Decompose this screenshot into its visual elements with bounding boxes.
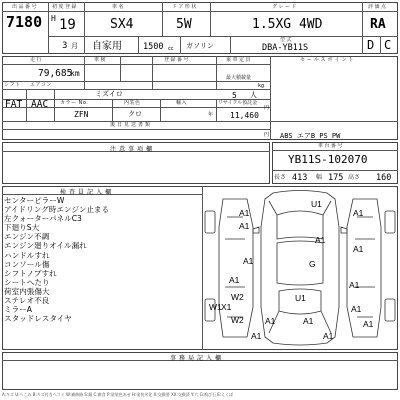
car-name-label: 車名 (112, 4, 126, 10)
month-unit: 月 (71, 42, 78, 50)
doors-label: ドア形状 (172, 4, 198, 10)
damage-mark: U1 (295, 293, 306, 303)
fault-item: エンジン廻りオイル漏れ (4, 241, 87, 251)
damage-mark: W1 (209, 302, 222, 312)
ac-value: AAC (31, 99, 49, 110)
length-value: 413 (292, 173, 308, 183)
grade-label: グレード (272, 4, 299, 10)
model-value: DBA-YB11S (262, 43, 309, 53)
fault-item: アイドリング時エンジン止まる (4, 205, 110, 215)
damage-mark: A1 (323, 331, 334, 341)
doors-value: 5W (176, 17, 192, 32)
ac-label: エアコン (30, 82, 52, 88)
damage-mark: A1 (229, 275, 240, 285)
score-label: 評価点 (368, 4, 388, 10)
damage-mark: A1 (243, 256, 254, 266)
fault-item: エンジン不調 (4, 232, 50, 242)
damage-mark: A1 (303, 316, 314, 326)
usage-value: 自家用 (92, 41, 122, 52)
color-number: ZFN (74, 110, 89, 119)
capacity-value: 5 (232, 91, 237, 100)
legend-text: A:キズ U:へこみ B:キズ付きヘコミ W:補修跡 S:錆 C:腐食 P:塗装色あせ H:塗装劣化 X:交換要 XX:交換済 Y:穴 G:飛び石 E:えくぼ (2, 392, 234, 397)
sales-point-label: セールスポイント (300, 57, 356, 63)
grade-value: 1.5XG 4WD (252, 17, 323, 32)
fault-item: シートへたり (4, 277, 50, 287)
era: H (51, 14, 56, 23)
lot-number: 7180 (6, 13, 43, 31)
damage-mark: A1 (239, 208, 250, 218)
capacity-unit: 人 (250, 91, 257, 99)
car-damage-diagram (203, 187, 397, 349)
damage-mark: A1 (251, 331, 262, 341)
damage-marks (209, 199, 374, 341)
mileage-value: 79,685 (38, 68, 73, 79)
cc-unit: cc (168, 46, 174, 52)
import-unit: 年 (208, 112, 214, 118)
fault-item: スタッドレスタイヤ (4, 314, 72, 324)
loadmax-unit: kg (258, 83, 265, 89)
damage-mark: G (309, 259, 316, 269)
length-label: 長さ (274, 174, 287, 181)
damage-mark: A1 (353, 208, 364, 218)
documents-label: 後日見送書類 (110, 122, 153, 128)
height-value: 160 (376, 173, 392, 183)
exterior-score: C (384, 38, 392, 52)
recycle-unit-2: 円 (264, 132, 270, 138)
fuel-value: ガソリン (186, 42, 214, 50)
height-label: 高さ (348, 174, 361, 181)
width-value: 175 (328, 173, 344, 183)
fault-item: センターピラーW (4, 196, 65, 205)
shift-label: シフト (4, 82, 21, 88)
cc-value: 1500 (143, 42, 164, 52)
interior-value: クロ (128, 110, 142, 118)
shift-value: FAT (5, 99, 23, 110)
fault-item: ミラーA (4, 305, 32, 315)
recycle-value: 11,460 (230, 111, 259, 120)
damage-mark: W2 (231, 315, 244, 325)
fault-item: 左クォーターパネルC3 (4, 214, 82, 224)
damage-mark: U1 (311, 199, 322, 209)
model-label: 型式 (280, 37, 294, 43)
interior-label: 内装色 (124, 100, 141, 106)
interior-score: D (367, 38, 375, 52)
loadmax-label: 最大積載量 (226, 75, 252, 81)
fault-item: ステレオ不良 (4, 296, 50, 306)
year-label: 初度登録 (52, 4, 79, 10)
damage-mark: A1 (239, 221, 250, 231)
fault-item: 荷室内張傷大 (4, 286, 50, 296)
score-value: RA (370, 17, 386, 32)
registration-label: 登録番号 (164, 57, 191, 63)
year-value: 19 (59, 17, 76, 33)
inspection-label: 検査員記入欄 (60, 189, 115, 196)
equipment-value: ABS エアB PS PW (280, 132, 341, 140)
fault-item: ハンドルすれ (4, 250, 50, 260)
color-label: カラー No. (60, 100, 89, 106)
car-name: SX4 (110, 17, 134, 32)
chassis-number: YB11S-102070 (288, 153, 368, 166)
color-value: ミズイロ (95, 90, 123, 98)
notes-label: 注意事項欄 (110, 146, 156, 153)
month-value: 3 (62, 41, 68, 51)
mileage-label: 走行 (30, 57, 44, 63)
damage-mark: A1 (349, 280, 360, 290)
damage-mark: A1 (265, 316, 276, 326)
mileage-unit: km (70, 69, 80, 78)
import-label: 輸入 (176, 100, 188, 106)
capacity-label: 乗車定員 (226, 57, 253, 63)
recycle-unit: 円 (264, 105, 270, 111)
fault-item: コンソール傷 (4, 259, 50, 269)
fault-item: 下廻りS大 (4, 223, 40, 233)
damage-mark: A1 (351, 304, 362, 314)
chassis-label: 車台番号 (318, 143, 345, 149)
fault-item: シフトノブすれ (4, 268, 57, 278)
damage-mark: W2 (231, 292, 244, 302)
report-label: 事務局記入欄 (170, 355, 225, 362)
width-label: 幅 (316, 174, 323, 181)
damage-mark: X1 (221, 302, 232, 312)
damage-mark: A1 (315, 235, 326, 245)
damage-mark: A1 (353, 244, 364, 254)
damage-mark: A1 (363, 319, 374, 329)
inspection-label: 車検 (94, 57, 108, 63)
recycle-label: リサイクル預託金 (218, 100, 258, 106)
lot-label: 出品番号 (12, 4, 39, 10)
fault-list (4, 196, 199, 323)
